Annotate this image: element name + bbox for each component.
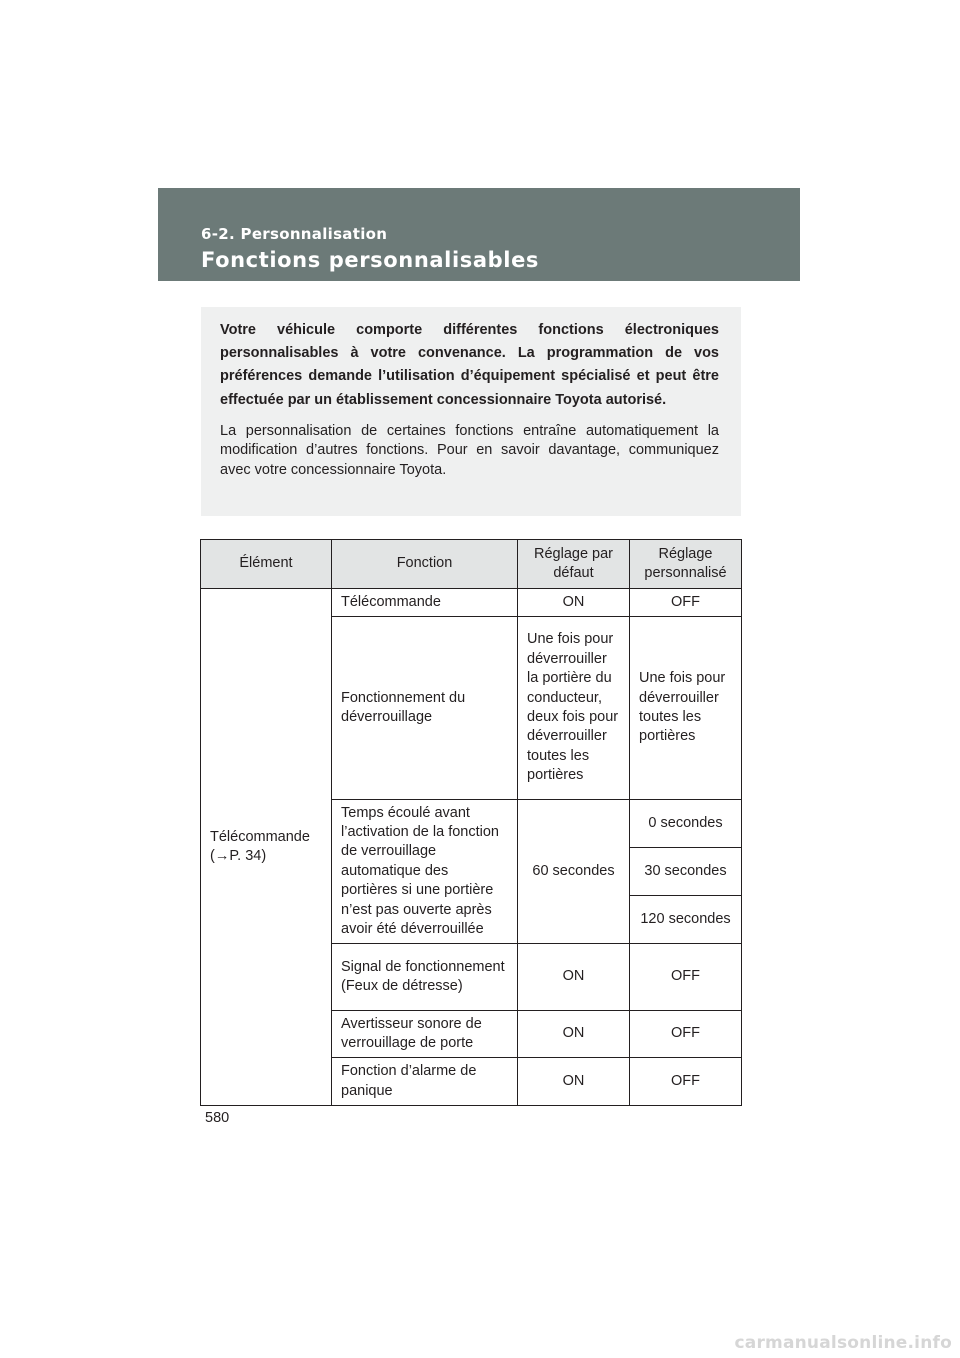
custom-cell: OFF [630, 1058, 742, 1106]
section-label: 6-2. Personnalisation [201, 225, 388, 243]
function-cell: Avertisseur sonore de verrouillage de porte [332, 1011, 518, 1058]
default-cell: ON [518, 1058, 630, 1106]
header-function: Fonction [332, 540, 518, 589]
table-row [201, 589, 742, 617]
intro-box [201, 307, 741, 516]
customization-table [200, 539, 742, 1106]
header-custom-setting: Réglage personnalisé [630, 540, 742, 589]
custom-cell: 120 secondes [630, 896, 742, 944]
custom-cell: 30 secondes [630, 848, 742, 896]
item-label: Télécommande [210, 828, 310, 845]
custom-cell: OFF [630, 589, 742, 617]
intro-bold-paragraph: Votre véhicule comporte différentes fonctions électroniques personnalisables à votre convenance. La programmation de vos préférences demande l’utilisation d’équipement spécialisé et peut être effectuée par un établissement concessionnaire Toyota autorisé. [220, 322, 719, 408]
item-cell [201, 589, 332, 1106]
header-default-setting: Réglage par défaut [518, 540, 630, 589]
watermark: carmanualsonline.info [734, 1333, 952, 1353]
page-number: 580 [205, 1110, 230, 1126]
function-cell: Télécommande [332, 589, 518, 617]
arrow-icon: → [214, 848, 230, 864]
function-cell: Signal de fonctionnement (Feux de détresse) [332, 944, 518, 1011]
section-header-band [158, 188, 800, 281]
default-cell: 60 secondes [518, 800, 630, 944]
custom-cell: OFF [630, 944, 742, 1011]
custom-cell: Une fois pour déverrouiller toutes les portières [630, 617, 742, 800]
custom-cell: OFF [630, 1011, 742, 1058]
page-reference-text: P. 34 [229, 848, 262, 864]
function-cell: Fonctionnement du déverrouillage [332, 617, 518, 800]
intro-paragraph: La personnalisation de certaines fonctions entraîne automatiquement la modification d’autres fonctions. Pour en savoir davantage, communiquez avec votre concessionnaire Toyota. [220, 422, 719, 478]
header-element: Élément [201, 540, 332, 589]
table-header-row [201, 540, 742, 589]
default-cell: ON [518, 944, 630, 1011]
function-cell: Fonction d’alarme de panique [332, 1058, 518, 1106]
default-cell: ON [518, 589, 630, 617]
default-cell: Une fois pour déverrouiller la portière du conducteur, deux fois pour déverrouiller toutes les portières [518, 617, 630, 800]
default-cell: ON [518, 1011, 630, 1058]
page-title: Fonctions personnalisables [201, 248, 540, 272]
function-cell: Temps écoulé avant l’activation de la fonction de verrouillage automatique des portières si une portière n’est pas ouverte après avoir été déverrouillée [332, 800, 518, 944]
custom-cell: 0 secondes [630, 800, 742, 848]
page-reference: (→P. 34) [210, 848, 267, 864]
